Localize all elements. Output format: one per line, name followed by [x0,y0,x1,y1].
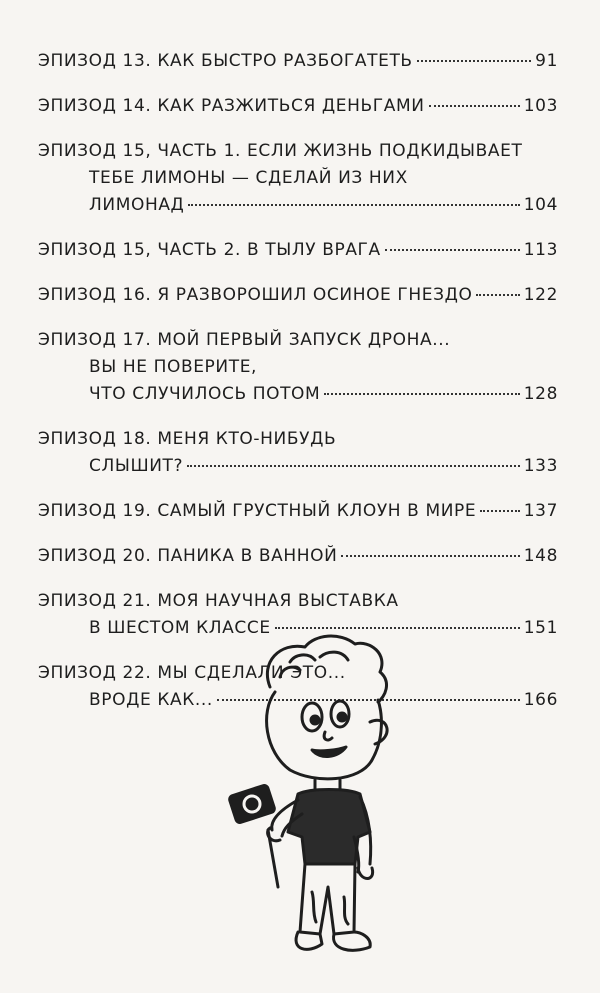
dot-leader [385,248,520,251]
toc-entry-title: ЭПИЗОД 16. Я РАЗВОРОШИЛ ОСИНОЕ ГНЕЗДО [38,285,473,305]
toc-page-number: 113 [523,240,558,260]
toc-entry-title: ТЕБЕ ЛИМОНЫ — СДЕЛАЙ ИЗ НИХ [89,168,408,188]
dot-leader [324,392,519,395]
toc-entry-title: ЭПИЗОД 18. МЕНЯ КТО-НИБУДЬ [38,429,337,449]
toc-entry [38,138,558,219]
toc-entry [38,237,558,264]
toc-entry-last-line [38,498,558,525]
toc-entry-title: ЛИМОНАД [89,195,185,215]
toc-entry-line [38,138,558,165]
toc-page-number: 137 [523,501,558,521]
toc-page-number: 166 [523,690,558,710]
toc-page-number: 103 [523,96,558,116]
toc-entry-last-line [38,543,558,570]
dot-leader [417,59,531,62]
toc-entry-last-line [38,381,558,408]
toc-entry-line [38,426,558,453]
toc-page-number: 122 [523,285,558,305]
toc-entry-title: ЭПИЗОД 19. САМЫЙ ГРУСТНЫЙ КЛОУН В МИРЕ [38,501,477,521]
toc-entry [38,543,558,570]
toc-entry-title: В ШЕСТОМ КЛАССЕ [89,618,271,638]
table-of-contents [38,48,558,732]
dot-leader [480,509,520,512]
toc-entry [38,498,558,525]
toc-page-number: 128 [523,384,558,404]
dot-leader [275,626,520,629]
boy-with-camera-illustration [220,632,420,982]
toc-entry-last-line [38,453,558,480]
toc-entry [38,93,558,120]
toc-entry [38,426,558,480]
toc-entry-last-line [38,48,558,75]
toc-entry-title: ЭПИЗОД 15, ЧАСТЬ 2. В ТЫЛУ ВРАГА [38,240,381,260]
toc-entry-line [38,354,558,381]
toc-entry-title: ЭПИЗОД 22. МЫ СДЕЛАЛИ ЭТО... [38,663,346,683]
toc-entry-title: ЧТО СЛУЧИЛОСЬ ПОТОМ [89,384,321,404]
toc-page-number: 104 [523,195,558,215]
toc-page-number: 133 [523,456,558,476]
toc-entry-last-line [38,282,558,309]
dot-leader [429,104,520,107]
toc-entry-last-line [38,93,558,120]
toc-entry-title: ЭПИЗОД 13. КАК БЫСТРО РАЗБОГАТЕТЬ [38,51,413,71]
toc-entry-title: ВЫ НЕ ПОВЕРИТЕ, [89,357,258,377]
toc-entry-title: ЭПИЗОД 15, ЧАСТЬ 1. ЕСЛИ ЖИЗНЬ ПОДКИДЫВАЕТ [38,141,523,161]
toc-entry-title: ЭПИЗОД 14. КАК РАЗЖИТЬСЯ ДЕНЬГАМИ [38,96,425,116]
toc-entry [38,327,558,408]
toc-page-number: 148 [523,546,558,566]
mouth [312,747,346,756]
toc-entry-last-line [38,237,558,264]
toc-entry-line [38,327,558,354]
toc-entry-last-line [38,192,558,219]
toc-entry-title: ЭПИЗОД 20. ПАНИКА В ВАННОЙ [38,546,338,566]
dot-leader [341,554,519,557]
toc-entry-title: ВРОДЕ КАК... [89,690,213,710]
toc-entry [38,48,558,75]
toc-entry [38,282,558,309]
toc-page-number: 151 [523,618,558,638]
toc-entry-title: ЭПИЗОД 21. МОЯ НАУЧНАЯ ВЫСТАВКА [38,591,399,611]
toc-entry-line [38,165,558,192]
dot-leader [476,293,519,296]
dot-leader [188,203,519,206]
toc-entry-line [38,588,558,615]
toc-page-number: 91 [535,51,558,71]
toc-entry-title: СЛЫШИТ? [89,456,184,476]
dot-leader [187,464,520,467]
toc-entry-title: ЭПИЗОД 17. МОЙ ПЕРВЫЙ ЗАПУСК ДРОНА... [38,330,451,350]
camera-icon [229,785,276,824]
